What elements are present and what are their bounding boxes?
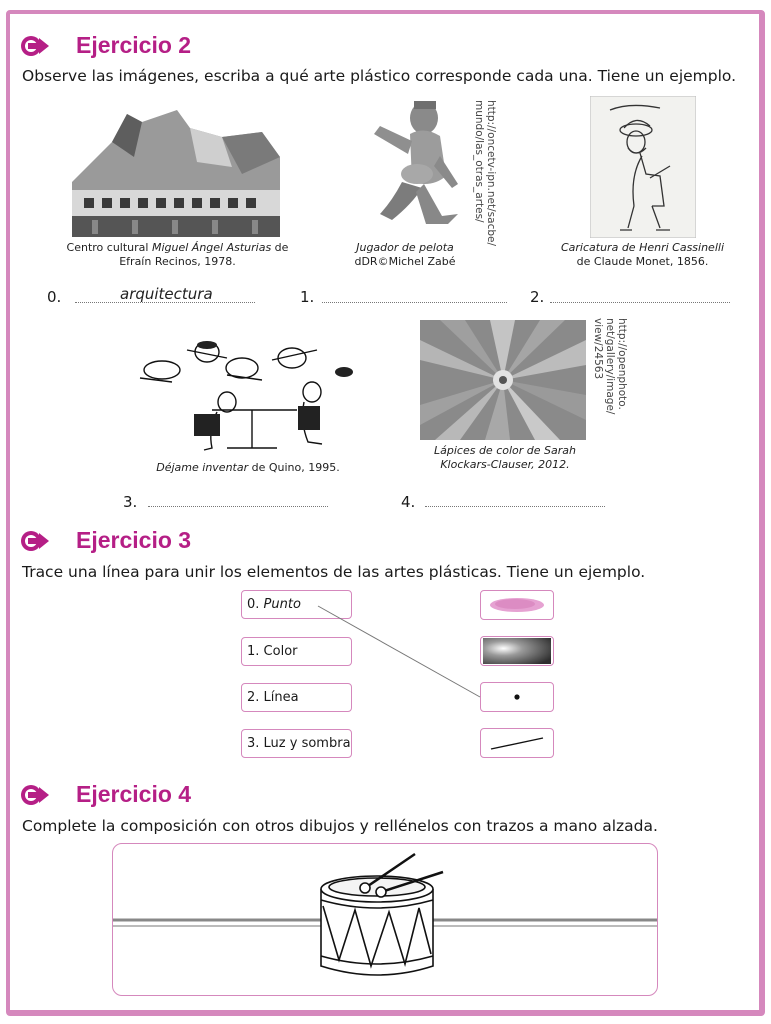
match-item-color[interactable]: 1. Color [241, 637, 352, 666]
drum-drawing [113, 844, 657, 995]
ex4-header [20, 781, 191, 808]
caption-pencils: Lápices de color de Sarah Klockars-Clauser, 2012. [434, 444, 576, 471]
ex3-instruction: Trace una línea para unir los elementos de las artes plásticas. Tiene un ejemplo. [22, 563, 646, 581]
caption-building: Centro cultural Miguel Ángel Asturias de Efraín Recinos, 1978. [66, 241, 289, 268]
caption-comic: Déjame inventar de Quino, 1995. [156, 461, 340, 474]
caption-caricature: Caricatura de Henri Cassinelli de Claude Monet, 1856. [560, 241, 724, 268]
ex3-title: Ejercicio 3 [76, 527, 192, 553]
answer-2-number: 2. [530, 288, 545, 306]
answer-0-number: 0. [47, 288, 62, 306]
ex4-title: Ejercicio 4 [76, 781, 192, 807]
arrow-icon [20, 784, 50, 806]
ex2-title: Ejercicio 2 [76, 32, 192, 58]
answer-0-text: arquitectura [120, 285, 213, 303]
match-item-punto[interactable]: 0. Punto [241, 590, 352, 619]
match-item-luz-sombra[interactable]: 3. Luz y sombra [241, 729, 352, 758]
credit-pencils: http://openphoto. net/gallery/image/ view/24563 [592, 318, 628, 415]
match-item-linea[interactable]: 2. Línea [241, 683, 352, 712]
drawing-area[interactable] [112, 843, 658, 996]
answer-3-number: 3. [123, 493, 138, 511]
ex2-instruction: Observe las imágenes, escriba a qué arte plástico corresponde cada una. Tiene un ejemplo. [22, 67, 737, 85]
caption-ball-player: Jugador de pelota dDR©Michel Zabé [354, 241, 456, 268]
ex4-instruction: Complete la composición con otros dibujos y rellénelos con trazos a mano alzada. [22, 817, 658, 835]
answer-4-number: 4. [401, 493, 416, 511]
answer-1-number: 1. [300, 288, 315, 306]
credit-ball-player: http://oncetv-ipn.net/sacbe/ mundo/las_otras_artes/ [473, 100, 497, 247]
